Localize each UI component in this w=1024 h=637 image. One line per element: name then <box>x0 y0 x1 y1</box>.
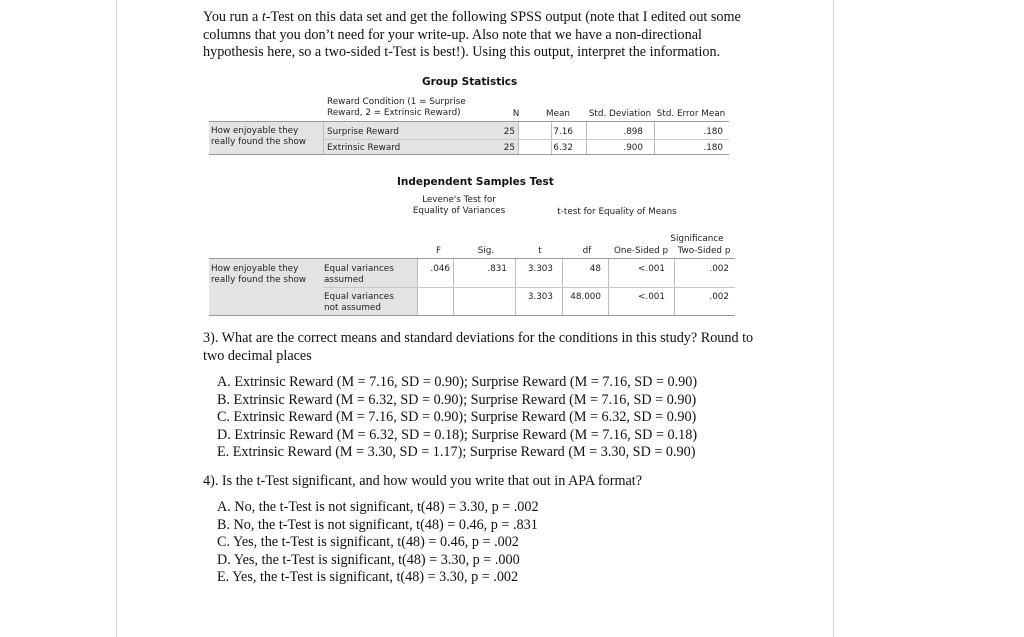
it-row-label-a: Equal variances <box>324 264 394 274</box>
q3-line-1: 3). What are the correct means and standard deviations for the conditions in this study? Round to <box>203 330 754 346</box>
ttest-header: t-test for Equality of Means <box>557 207 677 217</box>
gs-n: 25 <box>503 143 515 153</box>
intro-line-3: hypothesis here, so a two-sided t-Test is best!). Using this output, interpret the information. <box>203 44 721 60</box>
it-df: 48.000 <box>570 292 601 302</box>
gs-divider-2 <box>518 122 519 154</box>
gs-header-sd: Std. Deviation <box>588 109 652 119</box>
q3-option-b[interactable]: B. Extrinsic Reward (M = 6.32, SD = 0.90); Surprise Reward (M = 7.16, SD = 0.90) <box>217 391 697 408</box>
q3-option-a[interactable]: A. Extrinsic Reward (M = 7.16, SD = 0.90); Surprise Reward (M = 7.16, SD = 0.90) <box>217 374 698 390</box>
gs-row-rule <box>323 139 729 140</box>
it-row-label-1: How enjoyable they <box>211 264 299 274</box>
gs-sd: .898 <box>623 127 643 137</box>
gs-divider-4 <box>586 122 587 154</box>
q4-line-1: 4). Is the t-Test significant, and how would you write that out in APA format? <box>203 473 643 489</box>
q3-options <box>217 374 777 462</box>
gs-header-n: N <box>512 109 520 119</box>
it-f: .046 <box>430 264 450 274</box>
intro-paragraph <box>203 9 763 62</box>
gs-mean: 6.32 <box>553 143 573 153</box>
gs-header-condition-2: Reward, 2 = Extrinsic Reward) <box>327 108 461 118</box>
group-statistics-title: Group Statistics <box>422 76 518 88</box>
gs-header-mean: Mean <box>546 109 570 119</box>
q4-options <box>217 499 777 587</box>
levene-header-1: Levene's Test for <box>422 195 496 205</box>
q3-option-e[interactable]: E. Extrinsic Reward (M = 3.30, SD = 1.17); Surprise Reward (M = 3.30, SD = 0.90) <box>217 444 696 460</box>
intro-t-italic: t <box>261 9 266 25</box>
gs-n: 25 <box>503 127 515 137</box>
intro-line-2: columns that you don’t need for your write-up. Also note that we have a non-directional <box>203 26 702 43</box>
h-one-sided: One-Sided p <box>613 246 669 256</box>
gs-bottom-rule <box>209 154 729 155</box>
it-row-label-a: Equal variances <box>324 292 394 302</box>
h-df: df <box>582 246 592 256</box>
q4-option-a[interactable]: A. No, the t-Test is not significant, t(48) = 3.30, p = .002 <box>217 499 539 515</box>
q3-option-d[interactable]: D. Extrinsic Reward (M = 6.32, SD = 0.18); Surprise Reward (M = 7.16, SD = 0.18) <box>217 426 698 443</box>
h-f: F <box>435 246 441 256</box>
it-row-label-b: not assumed <box>324 303 381 313</box>
it-row-label-b: assumed <box>324 275 364 285</box>
it-one: <.001 <box>638 264 665 274</box>
it-one: <.001 <box>638 292 665 302</box>
q4-option-b[interactable]: B. No, the t-Test is not significant, t(48) = 0.46, p = .831 <box>217 516 538 533</box>
h-two-sided: Two-Sided p <box>677 246 731 256</box>
gs-sd: .900 <box>623 143 643 153</box>
gs-cond: Surprise Reward <box>327 127 399 137</box>
h-t: t <box>538 246 542 256</box>
it-row-rule <box>323 287 735 288</box>
gs-header-condition-1: Reward Condition (1 = Surprise <box>327 97 466 107</box>
q4-option-d[interactable]: D. Yes, the t-Test is significant, t(48) = 3.30, p = .000 <box>217 551 520 568</box>
gs-se: .180 <box>703 143 723 153</box>
question-3 <box>203 330 763 365</box>
independent-samples-title: Independent Samples Test <box>397 176 554 188</box>
it-two: .002 <box>709 264 729 274</box>
significance-header: Significance <box>670 234 724 244</box>
it-t: 3.303 <box>527 264 553 274</box>
it-t: 3.303 <box>527 292 553 302</box>
gs-header-se: Std. Error Mean <box>656 109 726 119</box>
intro-line-1b: -Test on this data set and get the following SPSS output (note that I edited out some <box>265 9 741 25</box>
q3-line-2: two decimal places <box>203 347 312 364</box>
q4-option-e[interactable]: E. Yes, the t-Test is significant, t(48) = 3.30, p = .002 <box>217 569 519 585</box>
it-df: 48 <box>589 264 601 274</box>
h-sig: Sig. <box>477 246 495 256</box>
gs-row-label-1: How enjoyable they <box>211 126 299 136</box>
gs-divider-5 <box>654 122 655 154</box>
gs-row-label-2: really found the show <box>211 137 307 147</box>
gs-mean: 7.16 <box>553 127 573 137</box>
q4-option-c[interactable]: C. Yes, the t-Test is significant, t(48) = 0.46, p = .002 <box>217 534 519 550</box>
it-bottom-rule <box>209 315 735 316</box>
gs-divider-1 <box>323 122 324 154</box>
document-page <box>116 0 834 637</box>
gs-cond: Extrinsic Reward <box>327 143 401 153</box>
intro-line-1a: You run a <box>203 9 262 25</box>
it-sig: .831 <box>487 264 507 274</box>
levene-header-2: Equality of Variances <box>412 206 506 216</box>
gs-se: .180 <box>703 127 723 137</box>
it-row-label-2: really found the show <box>211 275 307 285</box>
q3-option-c[interactable]: C. Extrinsic Reward (M = 7.16, SD = 0.90); Surprise Reward (M = 6.32, SD = 0.90) <box>217 409 697 425</box>
question-4 <box>203 473 763 491</box>
it-two: .002 <box>709 292 729 302</box>
